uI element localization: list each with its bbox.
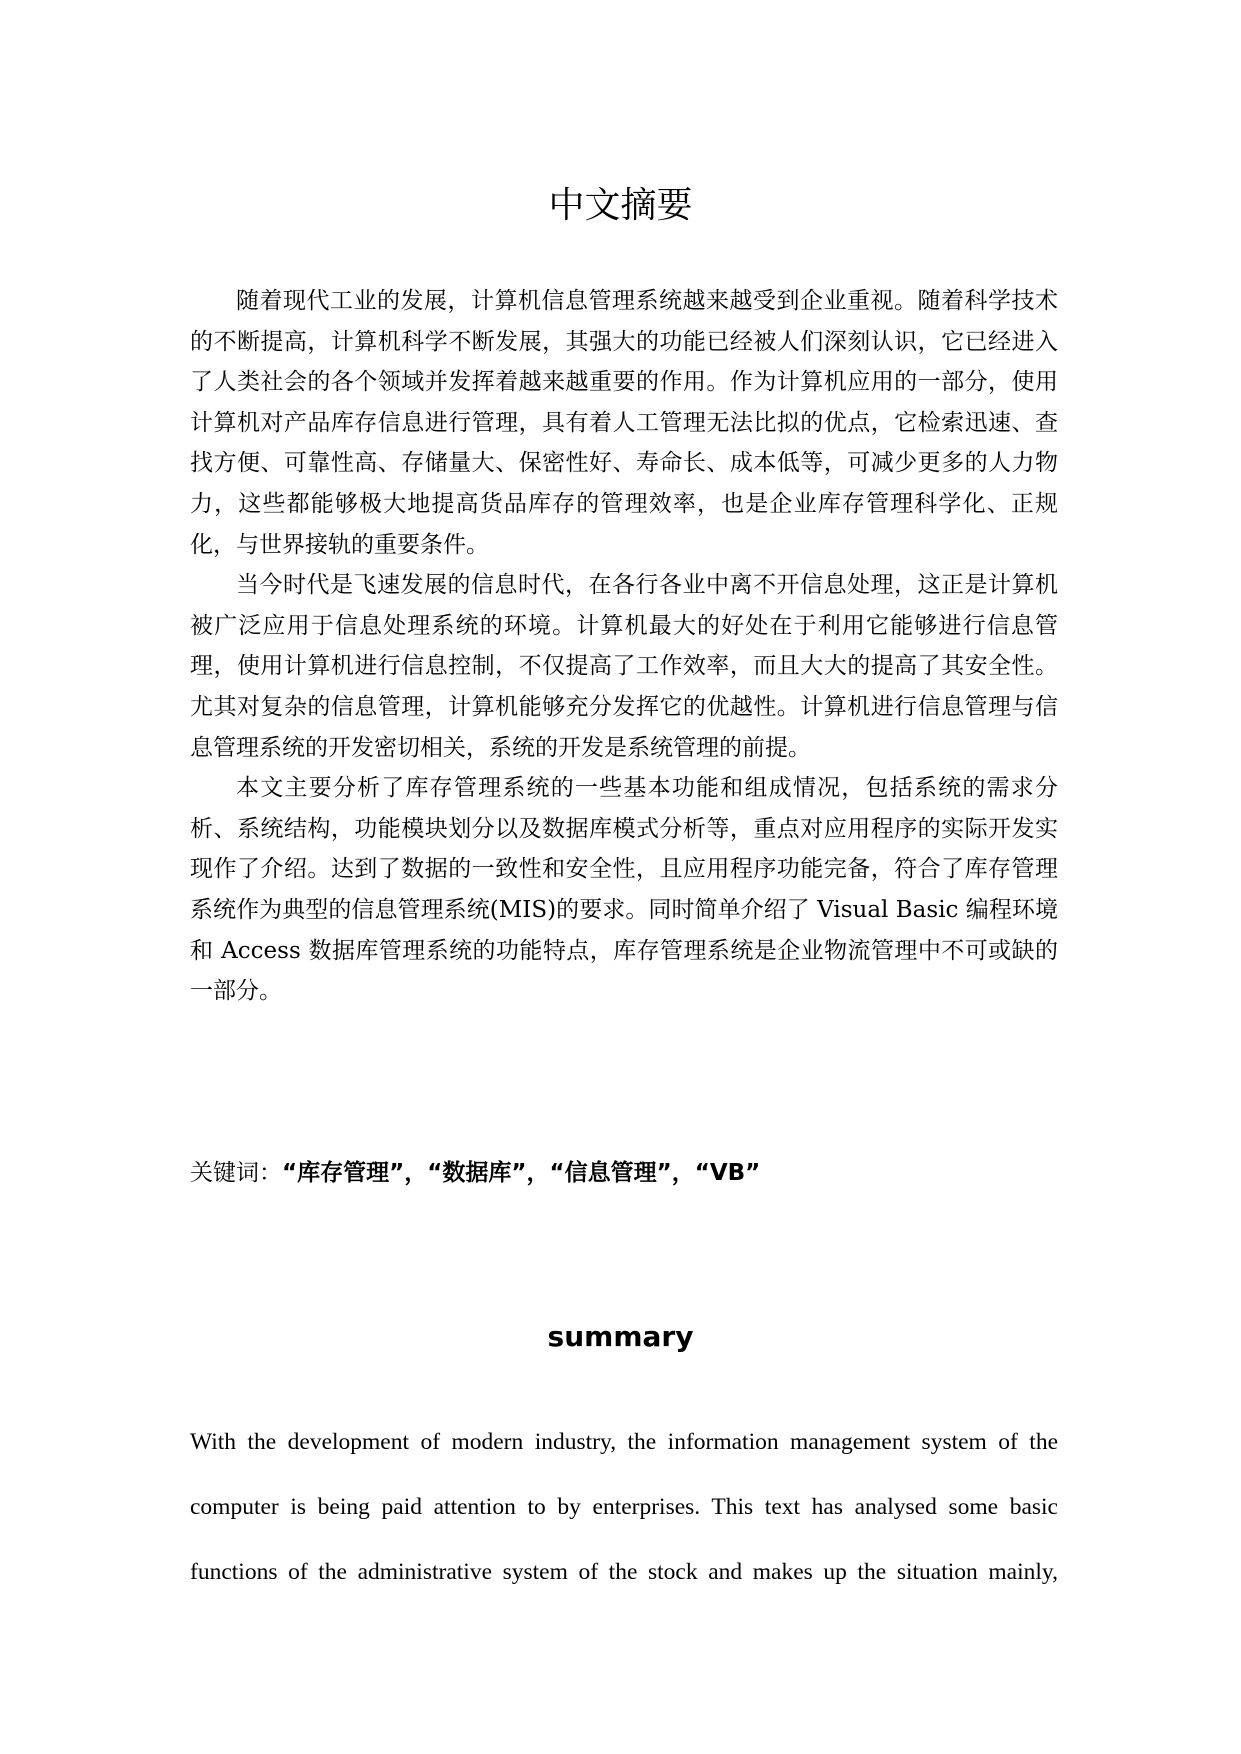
summary-line-3: functions of the administrative system of the stock and makes up the situation mainly, <box>190 1559 1058 1585</box>
chinese-abstract-body <box>190 281 1058 1012</box>
abstract-paragraph-3: 本文主要分析了库存管理系统的一些基本功能和组成情况，包括系统的需求分析、系统结构，功能模块划分以及数据库模式分析等，重点对应用程序的实际开发实现作了介绍。达到了数据的一致性和安全性，且应用程序功能完备，符合了库存管理系统作为典型的信息管理系统(MIS)的要求。同时简单介绍了 Visual Basic 编程环境和 Access 数据库管理系统的功能特点，库存管理系统是企业物流管理中不可或缺的一部分。 <box>190 775 1058 1005</box>
keywords-values: “库存管理”，“数据库”，“信息管理”，“VB” <box>282 1160 761 1186</box>
abstract-paragraph-1: 随着现代工业的发展，计算机信息管理系统越来越受到企业重视。随着科学技术的不断提高，计算机科学不断发展，其强大的功能已经被人们深刻认识，它已经进入了人类社会的各个领域并发挥着越来越重要的作用。作为计算机应用的一部分，使用计算机对产品库存信息进行管理，具有着人工管理无法比拟的优点，它检索迅速、查找方便、可靠性高、存储量大、保密性好、寿命长、成本低等，可减少更多的人力物力，这些都能够极大地提高货品库存的管理效率，也是企业库存管理科学化、正规化，与世界接轨的重要条件。 <box>190 288 1058 558</box>
english-summary-title: summary <box>547 1320 694 1354</box>
english-summary-body <box>190 1410 1058 1605</box>
keywords-label: 关键词： <box>190 1160 282 1186</box>
keywords-line <box>190 1156 1058 1190</box>
summary-line-2: computer is being paid attention to by enterprises. This text has analysed some basic <box>190 1494 1058 1520</box>
chinese-abstract-title: 中文摘要 <box>548 185 693 227</box>
abstract-paragraph-2: 当今时代是飞速发展的信息时代，在各行各业中离不开信息处理，这正是计算机被广泛应用于信息处理系统的环境。计算机最大的好处在于利用它能够进行信息管理，使用计算机进行信息控制，不仅提高了工作效率，而且大大的提高了其安全性。尤其对复杂的信息管理，计算机能够充分发挥它的优越性。计算机进行信息管理与信息管理系统的开发密切相关，系统的开发是系统管理的前提。 <box>190 572 1058 761</box>
summary-line-1: With the development of modern industry, the information management system of the <box>190 1429 1058 1455</box>
